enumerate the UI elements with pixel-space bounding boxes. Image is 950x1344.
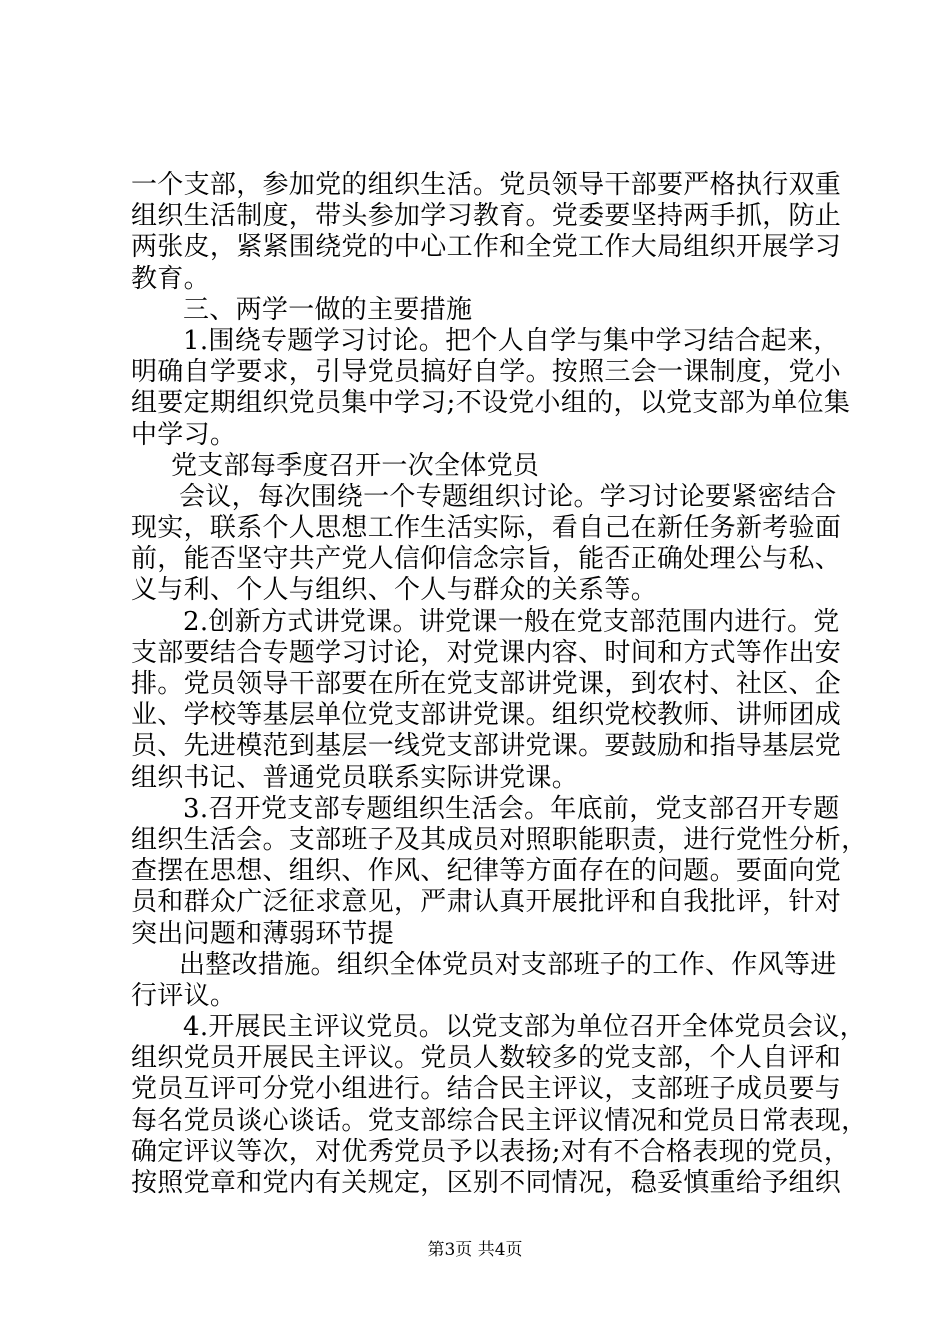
text-line: 员、先进模范到基层一线党支部讲党课。要鼓励和指导基层党 [131, 731, 842, 762]
text-line: 明确自学要求，引导党员搞好自学。按照三会一课制度，党小 [131, 357, 842, 388]
text-line: 党员互评可分党小组进行。结合民主评议，支部班子成员要与 [131, 1074, 842, 1105]
text-line: 排。党员领导干部要在所在党支部讲党课，到农村、社区、企 [131, 669, 842, 699]
text-line: 组织书记、普通党员联系实际讲党课。 [131, 762, 579, 793]
document-body [131, 170, 868, 1199]
text-line: 查摆在思想、组织、作风、纪律等方面存在的问题。要面向党 [131, 856, 842, 887]
text-line: 组织党员开展民主评议。党员人数较多的党支部，个人自评和 [131, 1043, 842, 1074]
text-line: 组要定期组织党员集中学习;不设党小组的，以党支部为单位集 [131, 388, 851, 419]
text-line: 一个支部，参加党的组织生活。党员领导干部要严格执行双重 [131, 170, 842, 200]
text-line: 每名党员谈心谈话。党支部综合民主评议情况和党员日常表现， [131, 1105, 868, 1136]
text-line: 会议，每次围绕一个专题组织讨论。学习讨论要紧密结合 [179, 481, 837, 512]
text-line: 义与利、个人与组织、个人与群众的关系等。 [131, 575, 658, 606]
text-line: 组织生活会。支部班子及其成员对照职能职责，进行党性分析， [131, 824, 868, 855]
text-line: 员和群众广泛征求意见，严肃认真开展批评和自我批评，针对 [131, 887, 842, 918]
text-line: 业、学校等基层单位党支部讲党课。组织党校教师、讲师团成 [131, 700, 842, 731]
text-line: 组织生活制度，带头参加学习教育。党委要坚持两手抓，防止 [131, 201, 842, 232]
text-line: 行评议。 [131, 980, 237, 1011]
text-line: 两张皮，紧紧围绕党的中心工作和全党工作大局组织开展学习 [131, 232, 842, 263]
text-line: 党支部每季度召开一次全体党员 [171, 450, 540, 481]
text-line: 前，能否坚守共产党人信仰信念宗旨，能否正确处理公与私、 [131, 544, 842, 575]
text-line: 现实，联系个人思想工作生活实际，看自己在新任务新考验面 [131, 513, 842, 544]
text-line: 2.创新方式讲党课。讲党课一般在党支部范围内进行。党 [183, 606, 840, 637]
text-line: 按照党章和党内有关规定，区别不同情况，稳妥慎重给予组织 [131, 1168, 842, 1198]
text-line: 出整改措施。组织全体党员对支部班子的工作、作风等进 [179, 949, 837, 980]
page-footer: 第3页 共4页 [427, 1240, 523, 1260]
text-line: 中学习。 [131, 419, 237, 450]
text-line: 突出问题和薄弱环节提 [131, 918, 395, 949]
text-line: 1.围绕专题学习讨论。把个人自学与集中学习结合起来， [183, 325, 840, 356]
text-line: 教育。 [131, 263, 210, 294]
text-line: 确定评议等次，对优秀党员予以表扬;对有不合格表现的党员， [131, 1136, 851, 1167]
text-line: 支部要结合专题学习讨论，对党课内容、时间和方式等作出安 [131, 637, 842, 668]
text-line: 4.开展民主评议党员。以党支部为单位召开全体党员会议， [183, 1012, 866, 1043]
section-heading: 三、两学一做的主要措施 [183, 294, 473, 325]
text-line: 3.召开党支部专题组织生活会。年底前，党支部召开专题 [183, 793, 840, 824]
